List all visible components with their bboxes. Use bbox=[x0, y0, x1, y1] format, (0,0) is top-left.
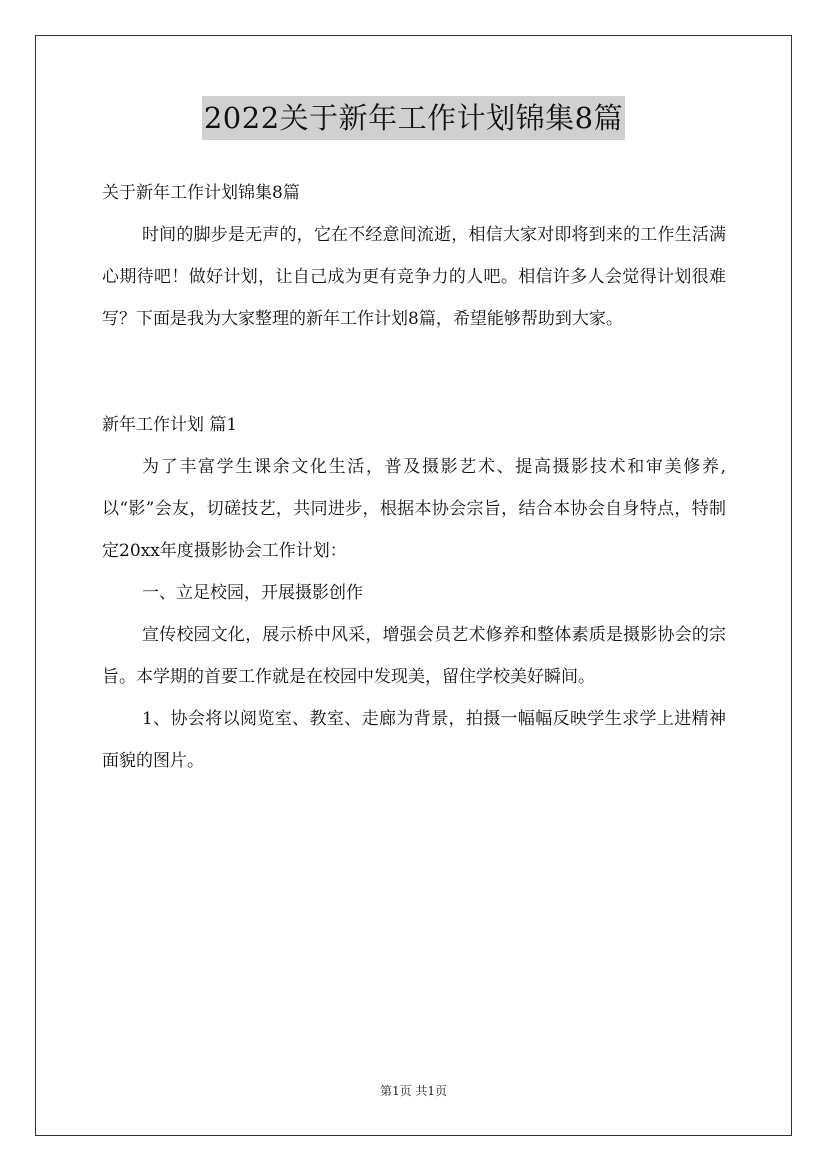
body-paragraph-1: 为了丰富学生课余文化生活，普及摄影艺术、提高摄影技术和审美修养,以“影”会友，切磋技艺，共同进步，根据本协会宗旨，结合本协会自身特点，特制定20xx年度摄影协会工作计划： bbox=[102, 457, 726, 561]
document-subtitle: 关于新年工作计划锦集8篇 bbox=[102, 183, 300, 203]
body-paragraph-2: 宣传校园文化，展示桥中风采，增强会员艺术修养和整体素质是摄影协会的宗旨。本学期的首要工作就是在校园中发现美，留住学校美好瞬间。 bbox=[102, 625, 726, 687]
title-container bbox=[0, 96, 827, 140]
section-heading: 新年工作计划 篇1 bbox=[102, 415, 238, 435]
page-number: 第1页 共1页 bbox=[379, 1084, 448, 1098]
intro-paragraph: 时间的脚步是无声的，它在不经意间流逝，相信大家对即将到来的工作生活满心期待吧！做好计划，让自己成为更有竞争力的人吧。相信许多人会觉得计划很难写？下面是我为大家整理的新年工作计划8篇，希望能够帮助到大家。 bbox=[102, 225, 726, 329]
section-spacer bbox=[102, 340, 726, 404]
page-footer bbox=[0, 1083, 827, 1099]
list-item-1: 1、协会将以阅览室、教室、走廊为背景，拍摄一幅幅反映学生求学上进精神面貌的图片。 bbox=[102, 709, 726, 771]
document-body bbox=[102, 172, 726, 782]
document-title: 2022关于新年工作计划锦集8篇 bbox=[202, 96, 625, 140]
point-heading: 一、立足校园，开展摄影创作 bbox=[142, 583, 363, 603]
